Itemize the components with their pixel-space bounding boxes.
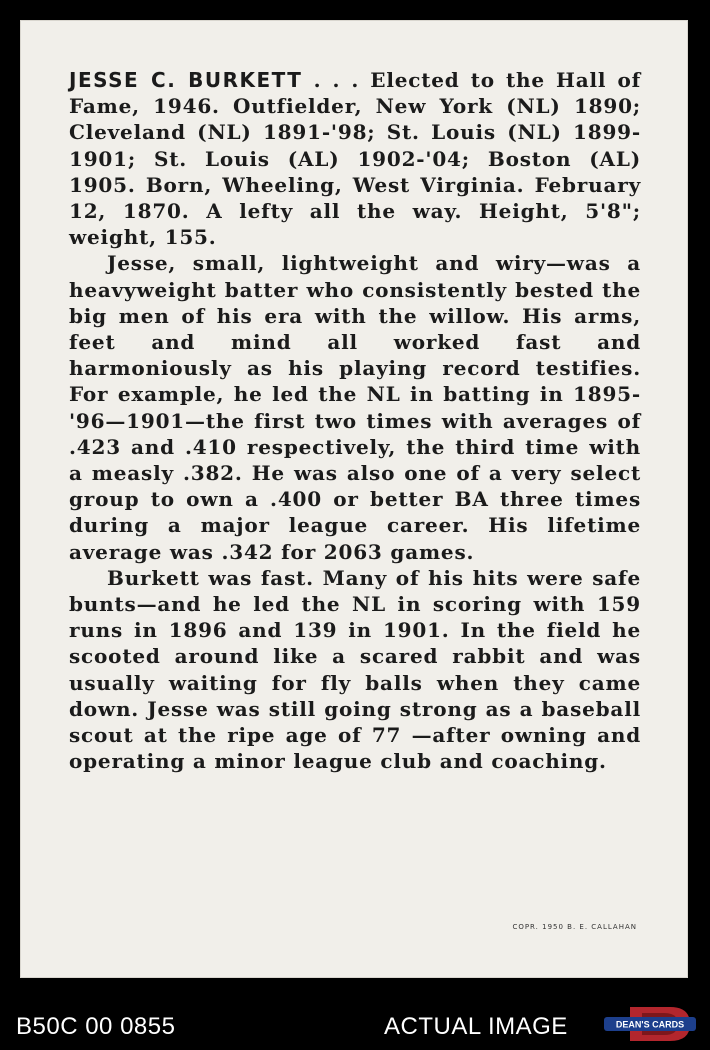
card-back [20, 20, 688, 978]
actual-image-label: ACTUAL IMAGE [384, 1013, 568, 1040]
deans-cards-logo [604, 1005, 696, 1043]
bio-intro: . . . Elected to the Hall of Fame, 1946. Outfielder, New York (NL) 1890; Cleveland (NL) 1891-'98; St. Louis (NL) 1899-1901; St. Louis (AL) 1902-'04; Boston (AL) 1905. Born, Wheeling, West Virginia. February 12, 1870. A lefty all the way. Height, 5'8"; weight, 155. [69, 68, 641, 250]
copyright-notice: COPR. 1950 B. E. CALLAHAN [512, 923, 637, 931]
bio-paragraph [69, 67, 641, 250]
player-name: JESSE C. BURKETT [69, 68, 303, 92]
image-footer [0, 985, 710, 1050]
card-text [69, 67, 641, 774]
story-paragraph-2: Burkett was fast. Many of his hits were safe bunts—and he led the NL in scoring with 159 runs in 1896 and 139 in 1901. In the field he scooted around like a scared rabbit and was usually waiting for fly balls when they came down. Jesse was still going strong as a baseball scout at the ripe age of 77 —after owning and operating a minor league club and coaching. [69, 565, 641, 774]
logo-text: DEAN'S CARDS [615, 1019, 685, 1030]
story-paragraph-1: Jesse, small, lightweight and wiry—was a heavyweight batter who consistently bested the big men of his era with the willow. His arms, feet and mind all worked fast and harmoniously as his playing record testifies. For example, he led the NL in batting in 1895-'96—1901—the first two times with averages of .423 and .410 respectively, the third time with a measly .382. He was also one of a very select group to own a .400 or better BA three times during a major league career. His lifetime average was .342 for 2063 games. [69, 251, 641, 564]
cert-number: B50C 00 0855 [16, 1013, 176, 1040]
